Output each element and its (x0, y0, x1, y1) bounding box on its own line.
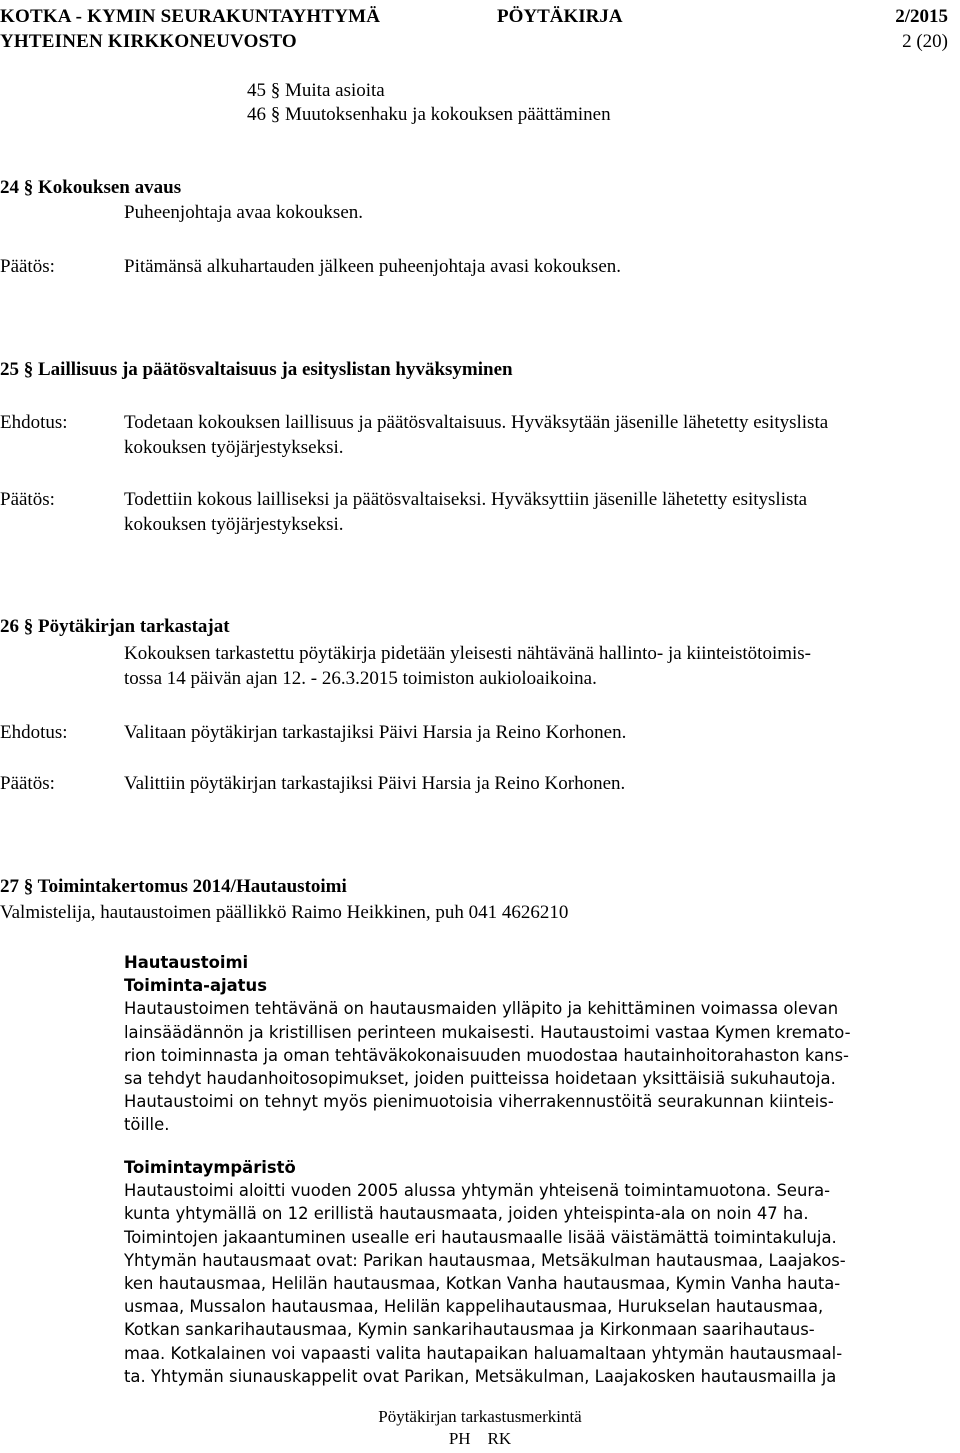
proposal-label: Ehdotus: (0, 412, 68, 433)
section-heading-26: 26 § Pöytäkirjan tarkastajat (0, 616, 230, 637)
proposal-text-line: kokouksen työjärjestykseksi. (124, 437, 344, 458)
organization-name: KOTKA - KYMIN SEURAKUNTAYHTYMÄ (0, 6, 381, 27)
proposal-text: Valitaan pöytäkirjan tarkastajiksi Päivi Harsia ja Reino Korhonen. (124, 722, 627, 743)
section-heading-24: 24 § Kokouksen avaus (0, 177, 182, 198)
header-row-2 (0, 29, 960, 54)
decision-text: Valittiin pöytäkirjan tarkastajiksi Päivi Harsia ja Reino Korhonen. (124, 773, 626, 794)
body-text-line: sa tehdyt haudanhoitosopimukset, joiden puitteissa hoidetaan yksittäisiä sukuhautoja. (124, 1069, 836, 1089)
body-text-line: Hautaustoimen tehtävänä on hautausmaiden ylläpito ja kehittäminen voimassa olevan (124, 999, 839, 1019)
document-type: PÖYTÄKIRJA (497, 6, 623, 27)
block-subtitle: Toiminta-ajatus (124, 976, 267, 996)
decision-label: Päätös: (0, 256, 55, 277)
proposal-text-line: Todetaan kokouksen laillisuus ja päätösvaltaisuus. Hyväksytään jäsenille lähetetty esityslista (124, 412, 829, 433)
body-text-line: Kotkan sankarihautausmaa, Kymin sankarihautausmaa ja Kirkonmaan saarihautaus- (124, 1320, 815, 1340)
body-text-line: Hautaustoimi aloitti vuoden 2005 alussa yhtymän yhteisenä toimintamuotona. Seura- (124, 1181, 831, 1201)
section-26-intro (124, 641, 954, 691)
agenda-item: 45 § Muita asioita (247, 80, 385, 101)
decision-text-block (124, 487, 958, 537)
footer-initials: PH RK (448, 1429, 512, 1448)
page-number: 2 (20) (902, 31, 948, 52)
decision-label: Päätös: (0, 489, 55, 510)
body-text-line: Yhtymän hautausmaat ovat: Parikan hautausmaa, Metsäkulman hautausmaa, Laajakos- (124, 1250, 846, 1270)
document-number: 2/2015 (895, 6, 948, 27)
section-24-intro: Puheenjohtaja avaa kokouksen. (124, 202, 364, 223)
body-text-line: lainsäädännön ja kristillisen perinteen mukaisesti. Hautaustoimi vastaa Kymen kremato- (124, 1022, 851, 1042)
body-text-line: kunta yhtymällä on 12 erillistä hautausmaata, joiden yhteispinta-ala on noin 47 ha. (124, 1204, 809, 1224)
footer-inspection-label: Pöytäkirjan tarkastusmerkintä (378, 1407, 582, 1426)
section-27-presenter: Valmistelija, hautaustoimen päällikkö Raimo Heikkinen, puh 041 4626210 (0, 902, 569, 923)
body-text-line: usmaa, Mussalon hautausmaa, Helilän kappelihautausmaa, Hurukselan hautausmaa, (124, 1297, 824, 1317)
section-heading-27: 27 § Toimintakertomus 2014/Hautaustoimi (0, 876, 347, 897)
board-name: YHTEINEN KIRKKONEUVOSTO (0, 31, 297, 52)
body-text-line: Hautaustoimi on tehnyt myös pienimuotoisia viherrakennustöitä seurakunnan kiinteis- (124, 1092, 834, 1112)
hautaustoimi-block (124, 951, 954, 1137)
proposal-text-block (124, 410, 958, 460)
toimintaymparisto-block (124, 1156, 954, 1388)
decision-text-line: kokouksen työjärjestykseksi. (124, 514, 344, 535)
agenda-item: 46 § Muutoksenhaku ja kokouksen päättäminen (247, 104, 611, 125)
proposal-label: Ehdotus: (0, 722, 68, 743)
header-row-1 (0, 4, 960, 29)
decision-text: Pitämänsä alkuhartauden jälkeen puheenjohtaja avasi kokouksen. (124, 256, 622, 277)
body-text-line: ta. Yhtymän siunauskappelit ovat Parikan, Metsäkulman, Laajakosken hautausmailla ja (124, 1366, 837, 1386)
block-title: Hautaustoimi (124, 953, 249, 972)
intro-text-line: tossa 14 päivän ajan 12. - 26.3.2015 toimiston aukioloaikoina. (124, 668, 597, 689)
body-text-line: Toimintojen jakaantuminen usealle eri hautausmaalle lisää väistämättä toimintakuluja. (124, 1227, 837, 1247)
decision-label: Päätös: (0, 773, 55, 794)
block-title: Toimintaympäristö (124, 1158, 296, 1177)
section-heading-25: 25 § Laillisuus ja päätösvaltaisuus ja esityslistan hyväksyminen (0, 359, 513, 380)
intro-text-line: Kokouksen tarkastettu pöytäkirja pidetään yleisesti nähtävänä hallinto- ja kiinteistötoimis- (124, 643, 811, 664)
body-text-line: maa. Kotkalainen voi vapaasti valita hautapaikan haluamaltaan yhtymän hautausmaal- (124, 1343, 843, 1363)
body-text-line: ken hautausmaa, Helilän hautausmaa, Kotkan Vanha hautausmaa, Kymin Vanha hauta- (124, 1274, 841, 1294)
decision-text-line: Todettiin kokous lailliseksi ja päätösvaltaiseksi. Hyväksyttiin jäsenille lähetetty esityslista (124, 489, 808, 510)
body-text-line: töille. (124, 1115, 170, 1135)
body-text-line: rion toiminnasta ja oman tehtäväkokonaisuuden muodostaa hautainhoitorahaston kans- (124, 1045, 849, 1065)
